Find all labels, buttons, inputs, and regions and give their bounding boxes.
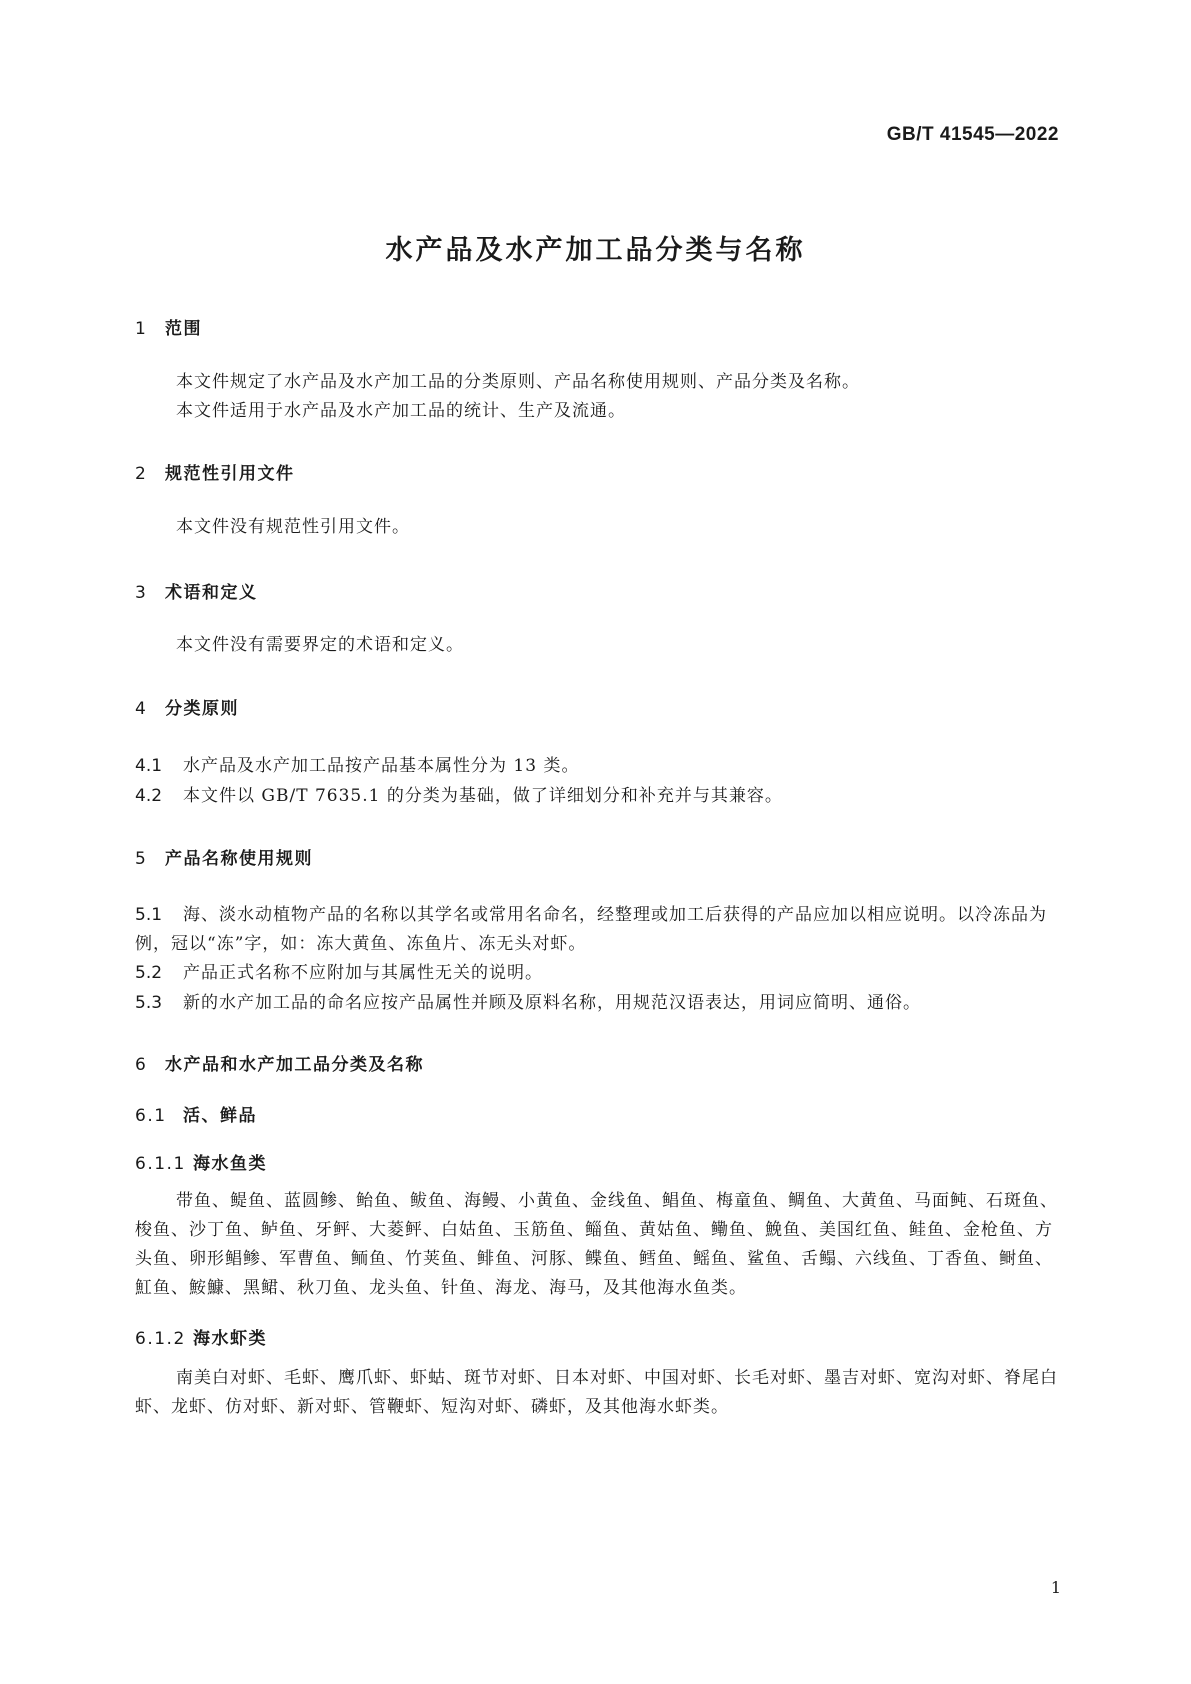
clause-number: 5.1 [135, 905, 163, 925]
clause-number: 4.1 [135, 756, 163, 776]
section-6-1-2-heading [135, 1324, 267, 1349]
section-title: 术语和定义 [165, 583, 258, 603]
section-1-heading [135, 314, 202, 339]
section-number: 6.1.2 [135, 1329, 186, 1349]
document-title: 水产品及水产加工品分类与名称 [385, 235, 806, 266]
section-6-1-heading [135, 1101, 257, 1126]
paragraph: 本文件适用于水产品及水产加工品的统计、生产及流通。 [176, 401, 626, 421]
section-6-1-1-heading [135, 1149, 267, 1174]
clause-text: 水产品及水产加工品按产品基本属性分为 13 类。 [183, 756, 580, 776]
standard-code: GB/T 41545—2022 [886, 124, 1059, 145]
section-number: 1 [135, 319, 148, 339]
section-number: 6.1 [135, 1106, 167, 1126]
clause-4-1 [135, 752, 1069, 781]
page-number: 1 [1050, 1578, 1061, 1597]
section-number: 3 [135, 583, 148, 603]
section-6-heading [135, 1050, 424, 1075]
section-title: 海水虾类 [193, 1329, 267, 1349]
clause-text: 新的水产加工品的命名应按产品属性并顾及原料名称，用规范汉语表达，用词应简明、通俗。 [183, 993, 921, 1013]
clause-number: 5.3 [135, 993, 163, 1013]
section-number: 6.1.1 [135, 1154, 186, 1174]
clause-number: 5.2 [135, 963, 163, 983]
section-title: 规范性引用文件 [165, 464, 295, 484]
section-title: 产品名称使用规则 [165, 849, 313, 869]
clause-text: 产品正式名称不应附加与其属性无关的说明。 [183, 963, 543, 983]
clause-number: 4.2 [135, 786, 163, 806]
clause-4-2 [135, 782, 1069, 811]
section-5-heading [135, 844, 313, 869]
section-title: 水产品和水产加工品分类及名称 [165, 1055, 424, 1075]
paragraph: 本文件没有规范性引用文件。 [176, 517, 410, 537]
clause-text: 海、淡水动植物产品的名称以其学名或常用名命名，经整理或加工后获得的产品应加以相应说明。以冷冻品为例，冠以“冻”字，如：冻大黄鱼、冻鱼片、冻无头对虾。 [135, 905, 1047, 954]
section-title: 活、鲜品 [183, 1106, 257, 1126]
section-number: 6 [135, 1055, 148, 1075]
marine-fish-list: 带鱼、鳀鱼、蓝圆鲹、鲐鱼、鲅鱼、海鳗、小黄鱼、金线鱼、鲳鱼、梅童鱼、鲷鱼、大黄鱼、马面鲀、石斑鱼、梭鱼、沙丁鱼、鲈鱼、牙鲆、大菱鲆、白姑鱼、玉筋鱼、鲻鱼、黄姑鱼、鳓鱼、鮸鱼、美国红鱼、鲑鱼、金枪鱼、方头鱼、卵形鲳鲹、军曹鱼、鲕鱼、竹荚鱼、鲱鱼、河豚、鲽鱼、鳕鱼、鳐鱼、鲨鱼、舌鳎、六线鱼、丁香鱼、鲥鱼、魟鱼、鮟鱇、黑鲪、秋刀鱼、龙头鱼、针鱼、海龙、海马，及其他海水鱼类。 [135, 1191, 1058, 1298]
section-2-heading [135, 459, 295, 484]
section-title: 海水鱼类 [193, 1154, 267, 1174]
section-number: 5 [135, 849, 148, 869]
marine-shrimp-list: 南美白对虾、毛虾、鹰爪虾、虾蛄、斑节对虾、日本对虾、中国对虾、长毛对虾、墨吉对虾、宽沟对虾、脊尾白虾、龙虾、仿对虾、新对虾、管鞭虾、短沟对虾、磷虾，及其他海水虾类。 [135, 1368, 1058, 1417]
section-number: 4 [135, 699, 148, 719]
paragraph: 本文件没有需要界定的术语和定义。 [176, 635, 464, 655]
clause-5-3 [135, 989, 1069, 1018]
section-title: 范围 [165, 319, 202, 339]
paragraph: 本文件规定了水产品及水产加工品的分类原则、产品名称使用规则、产品分类及名称。 [176, 372, 860, 392]
section-number: 2 [135, 464, 148, 484]
section-4-heading [135, 694, 239, 719]
section-3-heading [135, 578, 258, 603]
clause-5-2 [135, 959, 1069, 988]
clause-text: 本文件以 GB/T 7635.1 的分类为基础，做了详细划分和补充并与其兼容。 [183, 786, 783, 806]
section-title: 分类原则 [165, 699, 239, 719]
clause-5-1 [135, 901, 1069, 959]
